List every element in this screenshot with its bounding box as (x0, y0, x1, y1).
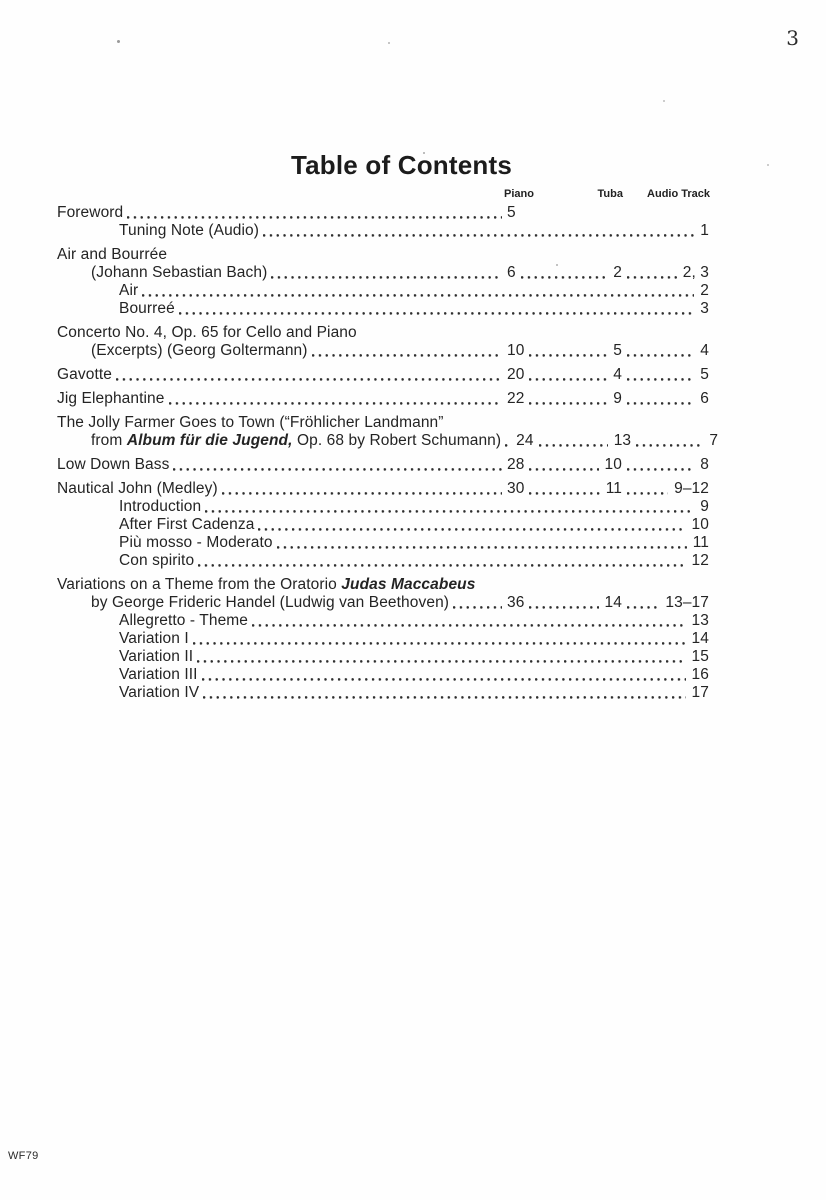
piano-tuba-columns (514, 432, 632, 450)
plate-number: WF79 (8, 1150, 39, 1162)
toc-entry-text: After First Cadenza (119, 516, 255, 533)
toc-row (57, 342, 710, 360)
audio-track-number: 7 (709, 432, 719, 449)
audio-track-column (623, 456, 710, 474)
toc-entry-text: Allegretto - Theme (119, 612, 249, 629)
toc-row (57, 324, 710, 342)
toc-entry-text: Gavotte (57, 366, 112, 383)
toc-entry-text: The Jolly Farmer Goes to Town (“Fröhlicher Landmann” (57, 414, 444, 431)
dot-leader (277, 534, 687, 552)
toc-row (57, 594, 710, 612)
toc-entry-title (119, 534, 273, 552)
toc-row (57, 222, 710, 240)
piano-page-number: 6 (507, 264, 516, 281)
audio-track-number: 17 (691, 684, 709, 701)
piano-tuba-columns (505, 594, 623, 612)
dot-leader (529, 390, 607, 408)
toc-entry-title (57, 204, 123, 222)
toc-entry-text: Variation III (119, 666, 198, 683)
dot-leader (198, 552, 685, 570)
audio-track-number: 13–17 (665, 594, 709, 611)
dot-leader (529, 480, 599, 498)
page-number: 3 (786, 26, 799, 50)
audio-track-number: 2, 3 (682, 264, 709, 281)
toc-entry-text: Low Down Bass (57, 456, 170, 473)
toc-row (57, 576, 710, 594)
toc-entry-text: Con spirito (119, 552, 195, 569)
audio-track-column (623, 366, 710, 384)
audio-track-number: 9–12 (674, 480, 709, 497)
audio-track-number: 16 (691, 666, 709, 683)
dot-leader (169, 390, 503, 408)
piano-page-number: 10 (507, 342, 525, 359)
toc-entry-title (57, 414, 444, 432)
dot-leader (521, 264, 608, 282)
tuba-page-number: 13 (613, 432, 632, 449)
toc-entry-text: Foreword (57, 204, 124, 221)
toc-entry-title (57, 576, 475, 594)
audio-track-column (623, 390, 710, 408)
toc-entry-text: by George Frideric Handel (Ludwig van Beethoven) (91, 594, 450, 611)
toc-row (57, 684, 710, 702)
scan-speck (663, 100, 665, 102)
dot-leader (529, 366, 607, 384)
audio-track-number: 14 (691, 630, 709, 647)
dot-leader (142, 282, 694, 300)
toc-rows (57, 204, 719, 702)
dot-leader (539, 432, 608, 450)
toc-entry-title (57, 456, 169, 474)
dot-leader (627, 264, 677, 282)
toc-entry-text: Bourreé (119, 300, 175, 317)
toc-entry-title (57, 366, 112, 384)
toc-row (57, 516, 710, 534)
toc-entry-title (119, 684, 199, 702)
audio-track-number: 4 (700, 342, 709, 359)
toc-entry-title (119, 552, 194, 570)
dot-leader (312, 342, 502, 360)
toc-entry-title (91, 264, 267, 282)
audio-track-column (632, 432, 719, 450)
toc-row (57, 300, 710, 318)
audio-track-number: 5 (700, 366, 709, 383)
scan-speck (767, 164, 769, 166)
piano-page-number: 22 (507, 390, 525, 407)
dot-leader (127, 204, 502, 222)
audio-track-number: 15 (691, 648, 709, 665)
toc-content (57, 150, 719, 702)
toc-row (57, 204, 710, 222)
piano-page-number: 36 (507, 594, 525, 611)
dot-leader (197, 648, 685, 666)
audio-track-number: 10 (691, 516, 709, 533)
dot-leader (202, 666, 686, 684)
toc-row (57, 552, 710, 570)
audio-track-number: 12 (691, 552, 709, 569)
tuba-page-number: 11 (605, 480, 622, 497)
toc-entry-text: Variation II (119, 648, 194, 665)
toc-entry-text: Concerto No. 4, Op. 65 for Cello and Piano (57, 324, 357, 341)
toc-entry-text: Op. 68 by Robert Schumann) (292, 432, 502, 449)
dot-leader (203, 684, 685, 702)
piano-page-number: 20 (507, 366, 525, 383)
toc-entry-title (57, 390, 165, 408)
piano-page-number: 5 (507, 204, 516, 221)
scan-speck (117, 40, 120, 43)
column-header-piano: Piano (504, 188, 534, 200)
piano-column (505, 204, 710, 222)
toc-entry-title (119, 630, 189, 648)
toc-entry-text: Jig Elephantine (57, 390, 165, 407)
dot-leader (252, 612, 686, 630)
audio-track-column (623, 342, 710, 360)
audio-track-number: 13 (691, 612, 709, 629)
toc-entry-text: Judas Maccabeus (341, 576, 476, 593)
toc-title: Table of Contents (290, 150, 513, 180)
tuba-page-number: 5 (613, 342, 622, 359)
dot-leader (505, 432, 511, 450)
dot-leader (116, 366, 502, 384)
piano-page-number: 30 (507, 480, 525, 497)
dot-leader (529, 594, 598, 612)
audio-track-number: 11 (692, 534, 709, 551)
dot-leader (636, 432, 703, 450)
toc-entry-title (57, 246, 167, 264)
toc-entry-text: Nautical John (Medley) (57, 480, 218, 497)
scan-speck (388, 42, 390, 44)
piano-tuba-columns (505, 264, 623, 282)
dot-leader (263, 222, 694, 240)
piano-tuba-columns (505, 456, 623, 474)
toc-entry-text: Variation I (119, 630, 189, 647)
toc-row (57, 432, 719, 450)
toc-row (57, 630, 710, 648)
toc-entry-text: Tuning Note (Audio) (119, 222, 260, 239)
toc-entry-title (119, 300, 175, 318)
piano-tuba-columns (505, 390, 623, 408)
toc-row (57, 264, 710, 282)
toc-row (57, 390, 710, 408)
piano-tuba-columns (505, 480, 623, 498)
dot-leader (271, 264, 502, 282)
piano-tuba-columns (505, 366, 623, 384)
toc-entry-text: from (91, 432, 127, 449)
audio-track-column (623, 594, 710, 612)
toc-entry-text: Variations on a Theme from the Oratorio (57, 576, 342, 593)
dot-leader (222, 480, 502, 498)
dot-leader (627, 594, 659, 612)
tuba-page-number: 4 (613, 366, 622, 383)
piano-page-number: 28 (507, 456, 525, 473)
toc-entry-title (119, 498, 201, 516)
toc-row (57, 366, 710, 384)
dot-leader (258, 516, 685, 534)
audio-track-column (623, 480, 710, 498)
toc-row (57, 480, 710, 498)
toc-row (57, 648, 710, 666)
tuba-page-number: 9 (613, 390, 622, 407)
toc-row (57, 414, 710, 432)
audio-track-number: 3 (700, 300, 709, 317)
dot-leader (627, 480, 668, 498)
dot-leader (529, 342, 607, 360)
toc-entry-text: (Excerpts) (Georg Goltermann) (91, 342, 308, 359)
dot-leader (529, 456, 598, 474)
toc-row (57, 498, 710, 516)
dot-leader (627, 366, 694, 384)
audio-track-number: 6 (700, 390, 709, 407)
toc-row (57, 612, 710, 630)
toc-row (57, 282, 710, 300)
dot-leader (627, 390, 694, 408)
piano-tuba-columns (505, 342, 623, 360)
toc-entry-text: Air (119, 282, 139, 299)
toc-row (57, 456, 710, 474)
toc-entry-text: (Johann Sebastian Bach) (91, 264, 268, 281)
dot-leader (179, 300, 694, 318)
dot-leader (173, 456, 502, 474)
toc-entry-title (119, 648, 193, 666)
dot-leader (453, 594, 502, 612)
toc-entry-title (119, 612, 248, 630)
tuba-page-number: 14 (604, 594, 622, 611)
toc-entry-title (119, 516, 254, 534)
column-headers (57, 188, 710, 201)
audio-track-number: 1 (700, 222, 709, 239)
audio-track-number: 2 (700, 282, 709, 299)
dot-leader (205, 498, 694, 516)
toc-entry-text: Introduction (119, 498, 202, 515)
toc-entry-title (57, 324, 357, 342)
toc-entry-title (91, 432, 501, 450)
toc-entry-title (57, 480, 218, 498)
audio-track-number: 9 (700, 498, 709, 515)
toc-row (57, 666, 710, 684)
dot-leader (627, 342, 694, 360)
audio-track-number: 8 (700, 456, 709, 473)
dot-leader (193, 630, 686, 648)
toc-entry-text: Più mosso - Moderato (119, 534, 273, 551)
toc-entry-title (91, 342, 308, 360)
toc-entry-text: Air and Bourrée (57, 246, 168, 263)
tuba-page-number: 2 (613, 264, 622, 281)
toc-entry-title (91, 594, 449, 612)
dot-leader (627, 456, 694, 474)
audio-track-column (623, 264, 710, 282)
toc-entry-title (119, 222, 259, 240)
toc-row (57, 246, 710, 264)
piano-page-number: 24 (516, 432, 534, 449)
tuba-page-number: 10 (604, 456, 622, 473)
toc-entry-title (119, 282, 138, 300)
toc-entry-text: Variation IV (119, 684, 200, 701)
column-header-tuba: Tuba (597, 188, 623, 200)
toc-row (57, 534, 710, 552)
toc-entry-title (119, 666, 198, 684)
column-header-audio-track: Audio Track (647, 188, 710, 200)
toc-entry-text: Album für die Jugend, (126, 432, 293, 449)
